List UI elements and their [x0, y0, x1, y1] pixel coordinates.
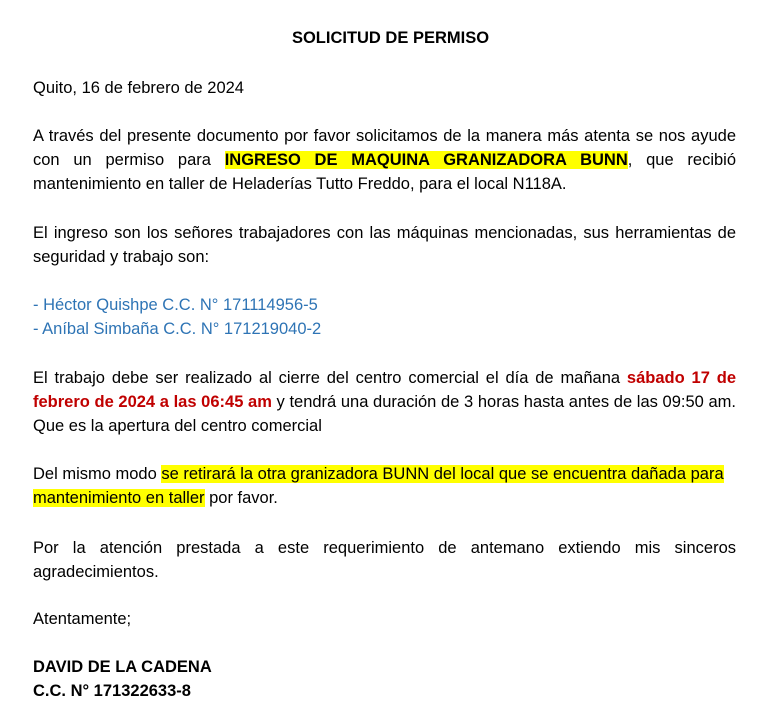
- paragraph-request: [33, 124, 736, 196]
- removal-text-end: por favor.: [204, 489, 278, 507]
- paragraph-thanks: Por la atención prestada a este requerimiento de antemano extiendo mis sinceros agradecimientos.: [33, 539, 736, 581]
- schedule-text-end: y tendrá una duración de 3 horas hasta antes de las 09:50 am. Que es la apertura del centro comercial: [33, 393, 736, 435]
- removal-text-start: Del mismo modo: [33, 465, 162, 483]
- request-highlight: INGRESO DE MAQUINA GRANIZADORA BUNN: [224, 151, 628, 169]
- schedule-date-emphasis: sábado 17 de febrero de 2024 a las 06:45 am: [33, 369, 736, 411]
- closing-salutation: Atentamente;: [33, 610, 132, 628]
- place-date: Quito, 16 de febrero de 2024: [33, 79, 244, 97]
- paragraph-schedule: [33, 366, 736, 438]
- request-text-end: , que recibió mantenimiento en taller de Heladerías Tutto Freddo, para el local N118A.: [33, 151, 736, 193]
- signer-name: DAVID DE LA CADENA: [33, 658, 212, 676]
- worker-item: - Héctor Quishpe C.C. N° 171114956-5: [33, 296, 318, 314]
- worker-item: - Aníbal Simbaña C.C. N° 171219040-2: [33, 320, 322, 338]
- schedule-text-start: El trabajo debe ser realizado al cierre del centro comercial el día de mañana: [33, 369, 627, 387]
- paragraph-workers-intro: El ingreso son los señores trabajadores con las máquinas mencionadas, sus herramientas de seguridad y trabajo son:: [33, 224, 736, 266]
- paragraph-removal: [33, 462, 736, 510]
- request-text-start: A través del presente documento por favor solicitamos de la manera más atenta se nos ayude con un permiso para: [33, 127, 736, 169]
- signer-id: C.C. N° 171322633-8: [33, 682, 191, 700]
- document-title: SOLICITUD DE PERMISO: [291, 29, 490, 47]
- removal-highlight: se retirará la otra granizadora BUNN del local que se encuentra dañada para mantenimiento en taller: [33, 465, 724, 507]
